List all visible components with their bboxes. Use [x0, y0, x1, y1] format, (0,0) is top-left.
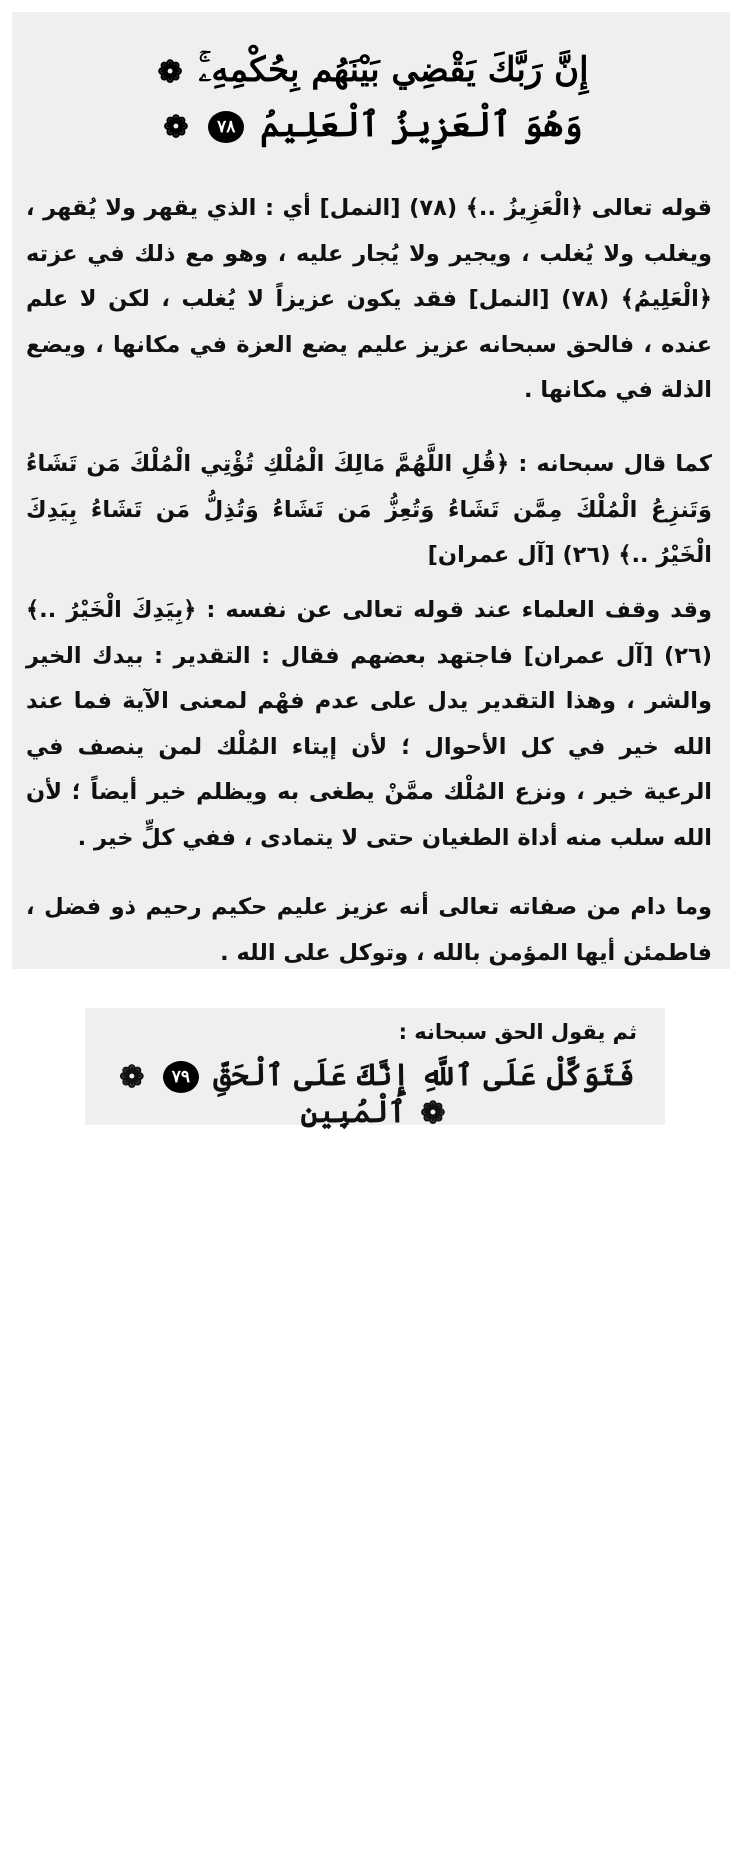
heading-verse-line2 — [12, 104, 730, 145]
verse-ornament-icon: ❁ — [157, 54, 183, 90]
verse-ornament-icon: ❁ — [420, 1096, 446, 1131]
commentary-paragraph-2: كما قال سبحانه : ﴿قُلِ اللَّهُمَّ مَالِكَ الْمُلْكِ تُؤْتِي الْمُلْكَ مَن تَشَاءُ وَتَنزِعُ الْمُلْكَ مِمَّن تَشَاءُ وَتُعِزُّ مَن تَشَاءُ وَتُذِلُّ مَن تَشَاءُ بِيَدِكَ الْخَيْرُ ..﴾ (٢٦) [آل عمران] — [26, 451, 712, 568]
commentary-paragraph-3: وقد وقف العلماء عند قوله تعالى عن نفسه : ﴿بِيَدِكَ الْخَيْرُ ..﴾ (٢٦) [آل عمران] فاجتهد بعضهم فقال : التقدير : بيدك الخير والشر ، وهذا التقدير يدل على عدم فهْم لمعنى الآية فما عند الله خير في كل الأحوال ؛ لأن إيتاء المُلْك لمن ينصف في الرعية خير ، ونزع المُلْك ممَّنْ يطغى به ويظلم خير أيضاً ؛ لأن الله سلب منه أداة الطغيان حتى لا يتمادى ، ففي كلٍّ خير . — [26, 597, 712, 851]
verse-ornament-icon: ❁ — [119, 1059, 145, 1095]
closing-verse-number-badge: ٧٩ — [163, 1061, 199, 1093]
verse-number-badge: ٧٨ — [208, 111, 244, 143]
closing-verse-text: فَتَوَكَّلْ عَلَى ٱللَّهِ إِنَّكَ عَلَى ٱلْحَقِّ ٱلْمُبِينِ — [213, 1058, 635, 1130]
verse-ornament-icon: ❁ — [163, 109, 189, 145]
main-text-panel — [12, 12, 730, 969]
heading-verse-line1-text: إِنَّ رَبَّكَ يَقْضِي بَيْنَهُم بِحُكْمِهِۦۚ — [198, 50, 589, 90]
heading-verse-line1 — [12, 50, 730, 90]
heading-verse-line2-text: وَهُوَ ٱلْعَزِيزُ ٱلْعَلِيمُ — [260, 105, 583, 145]
intro-line: ثم يقول الحق سبحانه : — [398, 1020, 637, 1044]
next-verse-panel — [85, 1008, 665, 1131]
closing-verse — [85, 1058, 665, 1131]
commentary-paragraph-1: قوله تعالى ﴿الْعَزِيزُ ..﴾ (٧٨) [النمل] أي : الذي يقهر ولا يُقهر ، ويغلب ولا يُغلب ، ويجير ولا يُجار عليه ، وهو مع ذلك في عزته ﴿الْعَلِيمُ﴾ (٧٨) [النمل] فقد يكون عزيزاً لا يُغلب ، لكن لا علم عنده ، فالحق سبحانه عزيز عليم يضع العزة في مكانها ، ويضع الذلة في مكانها . — [26, 195, 712, 403]
commentary-paragraph-4: وما دام من صفاته تعالى أنه عزيز عليم حكيم رحيم ذو فضل ، فاطمئن أيها المؤمن بالله ، وتوكل على الله . — [26, 894, 712, 966]
